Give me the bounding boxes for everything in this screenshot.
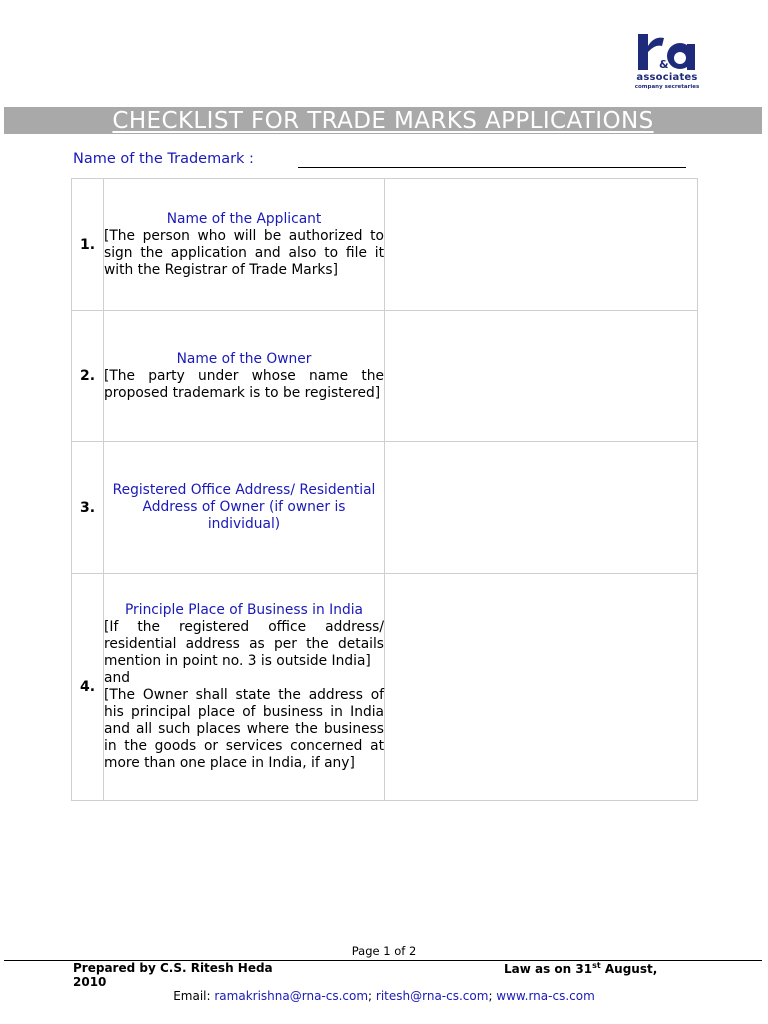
answer-cell[interactable] — [385, 179, 698, 311]
company-logo — [634, 32, 700, 92]
trademark-label: Name of the Trademark : — [73, 151, 254, 167]
row-number: 4. — [72, 574, 104, 801]
row-connector: and — [104, 669, 130, 686]
law-prefix: Law as on 31 — [504, 962, 593, 976]
row-number: 2. — [72, 311, 104, 442]
row-heading: Registered Office Address/ Residential Address of Owner (if owner is individual) — [112, 482, 376, 532]
checklist-row — [72, 311, 698, 442]
row-body: [If the registered office address/ residential address as per the details mention in point no. 3 is outside India] — [104, 618, 384, 669]
row-number: 1. — [72, 179, 104, 311]
separator: ; — [368, 989, 376, 1003]
website-link[interactable]: www.rna-cs.com — [496, 989, 595, 1003]
law-year: 2010 — [73, 975, 107, 989]
row-heading: Principle Place of Business in India — [124, 601, 363, 618]
row-body: [The party under whose name the proposed trademark is to be registered] — [104, 367, 384, 401]
checklist-row — [72, 179, 698, 311]
footer-contacts — [0, 989, 768, 1003]
row-heading: Name of the Applicant — [166, 210, 322, 227]
email-label: Email: — [173, 989, 215, 1003]
row-heading: Name of the Owner — [176, 350, 312, 367]
checklist-table — [71, 178, 698, 801]
prepared-by: Prepared by C.S. Ritesh Heda — [73, 961, 273, 975]
row-number: 3. — [72, 442, 104, 574]
email-link-ritesh[interactable]: ritesh@rna-cs.com — [375, 989, 489, 1003]
row-description — [104, 179, 385, 311]
checklist-row — [72, 442, 698, 574]
row-body-2: [The Owner shall state the address of his principal place of business in India and all such places where the business in the goods or services concerned at more than one place in India, if any] — [104, 686, 384, 771]
answer-cell[interactable] — [385, 311, 698, 442]
separator: ; — [488, 989, 497, 1003]
logo-line2: company secretaries — [634, 84, 700, 90]
page-title: CHECKLIST FOR TRADE MARKS APPLICATIONS — [112, 108, 654, 134]
ra-logo-icon — [636, 32, 698, 72]
trademark-name-line[interactable] — [298, 167, 686, 168]
answer-cell[interactable] — [385, 574, 698, 801]
law-sup: st — [592, 961, 601, 970]
logo-line1: associates — [636, 72, 698, 83]
svg-text:&: & — [659, 58, 669, 71]
page-number: Page 1 of 2 — [351, 944, 417, 958]
title-bar — [4, 107, 762, 134]
row-description — [104, 574, 385, 801]
checklist-row — [72, 574, 698, 801]
row-description — [104, 442, 385, 574]
answer-cell[interactable] — [385, 442, 698, 574]
row-body: [The person who will be authorized to sign the application and also to file it with the Registrar of Trade Marks] — [104, 227, 384, 278]
law-suffix: August, — [600, 962, 658, 976]
law-date — [504, 961, 657, 976]
row-description — [104, 311, 385, 442]
email-link-ramakrishna[interactable]: ramakrishna@rna-cs.com — [214, 989, 369, 1003]
